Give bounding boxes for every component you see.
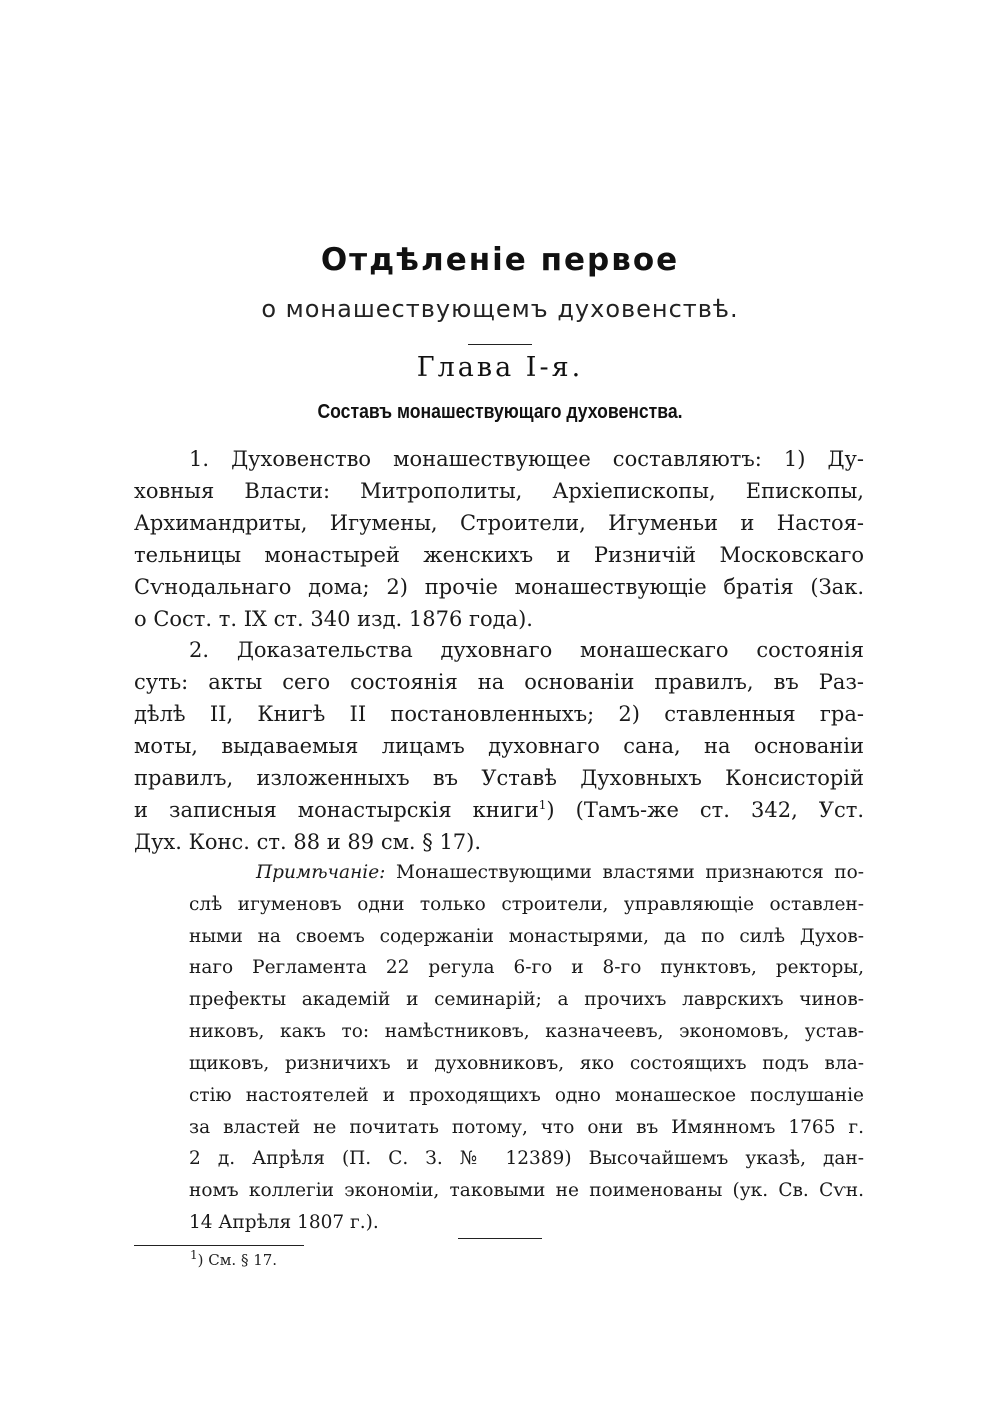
end-rule <box>458 1238 542 1239</box>
paragraph-1-line: о Сост. т. IX ст. 340 изд. 1876 года). <box>134 607 533 631</box>
footnote-text: ) См. § 17. <box>197 1251 278 1269</box>
separator-rule <box>468 344 532 345</box>
chapter-subtitle: Составъ монашествующаго духовенства. <box>317 401 683 423</box>
footnote <box>190 1248 278 1269</box>
section-title: Отдѣленіе первое <box>320 242 680 278</box>
note-line: стію настоятелей и проходящихъ одно монашеское послушаніе <box>189 1085 864 1106</box>
paragraph-2-line: Дух. Конс. ст. 88 и 89 см. § 17). <box>134 830 482 854</box>
paragraph-1-line: Сѵнодальнаго дома; 2) прочіе монашествующіе братія (Зак. <box>134 575 864 599</box>
chapter-title: Глава I-я. <box>416 352 584 383</box>
note-line: никовъ, какъ то: намѣстниковъ, казначеевъ, экономовъ, устав- <box>189 1021 864 1042</box>
paragraph-2-line: моты, выдаваемыя лицамъ духовнаго сана, на основаніи <box>134 734 864 758</box>
note-line: префекты академій и семинарій; а прочихъ лаврскихъ чинов- <box>189 989 864 1010</box>
note-line: 2 д. Апрѣля (П. С. З. № 12389) Высочайшемъ указѣ, дан- <box>189 1148 864 1169</box>
paragraph-1-line: ховныя Власти: Митрополиты, Архіепископы, Епископы, <box>134 479 864 503</box>
paragraph-2-line: суть: акты сего состоянія на основаніи правилъ, въ Раз- <box>134 670 864 694</box>
note-label: Примѣчаніе: <box>256 862 386 883</box>
line-text: и записныя монастырскія книги <box>134 798 539 822</box>
note-line: номъ коллегіи экономіи, таковыми не поименованы (ук. Св. Сѵн. <box>189 1180 864 1201</box>
line-text: ) (Тамъ-же ст. 342, Уст. <box>546 798 864 822</box>
footnote-mark: 1 <box>538 798 547 812</box>
note-text: Монашествующими властями признаются по- <box>385 862 864 883</box>
note-line: ными на своемъ содержаніи монастырями, да по силѣ Духов- <box>189 926 864 947</box>
paragraph-2-line: 2. Доказательства духовнаго монашескаго состоянія <box>189 638 864 662</box>
note-line: за властей не почитать потому, что они въ Имянномъ 1765 г. <box>189 1117 864 1138</box>
paragraph-1-line: тельницы монастырей женскихъ и Ризничій Московскаго <box>134 543 864 567</box>
paragraph-2-line: правилъ, изложенныхъ въ Уставѣ Духовныхъ Консисторій <box>134 766 864 790</box>
paragraph-1-line: 1. Духовенство монашествующее составляютъ: 1) Ду- <box>189 447 864 471</box>
note-line: наго Регламента 22 регула 6-го и 8-го пунктовъ, ректоры, <box>189 957 864 978</box>
footnote-mark: 1 <box>190 1248 198 1262</box>
paragraph-1-line: Архимандриты, Игумены, Строители, Игуменьи и Настоя- <box>134 511 864 535</box>
section-subtitle: о монашествующемъ духовенствѣ. <box>261 295 739 323</box>
note-line: 14 Апрѣля 1807 г.). <box>189 1212 379 1233</box>
footnote-rule <box>134 1245 304 1246</box>
paragraph-2-line-with-note <box>134 798 864 822</box>
note-line: щиковъ, ризничихъ и духовниковъ, яко состоящихъ подъ вла- <box>189 1053 864 1074</box>
note-first-line <box>256 862 864 883</box>
paragraph-2-line: дѣлѣ II, Книгѣ II постановленныхъ; 2) ставленныя гра- <box>134 702 864 726</box>
note-line: слѣ игуменовъ одни только строители, управляющіе оставлен- <box>189 894 864 915</box>
